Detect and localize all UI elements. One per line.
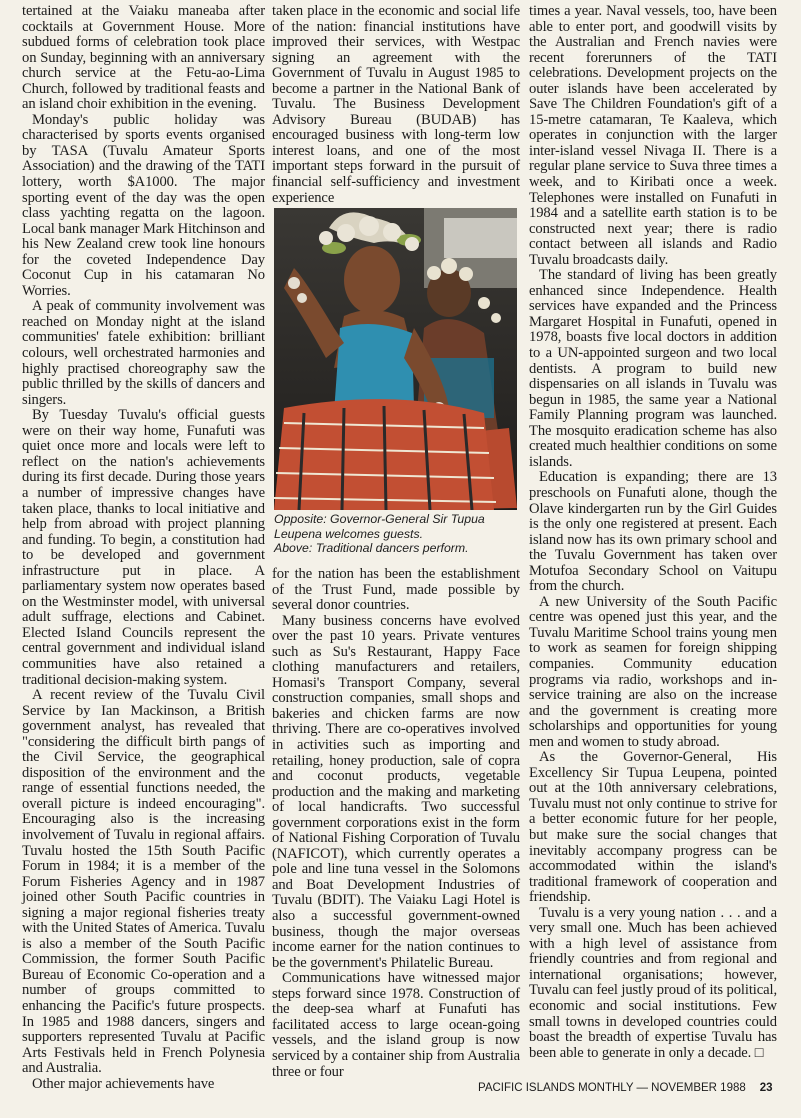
paragraph: The standard of living has been greatly enhanced since Independence. Health services have expanded and the Princess Margaret Hospital in Funafuti, opened in 1978, boasts five local doctors in addition to a UN-appointed surgeon and two local dentists. A program to build new dispensaries on all islands in Tuvalu was begun in 1985, the same year a National Family Planning program was launched. The mosquito eradication scheme has also created much healthier conditions on some islands. [529,267,777,470]
text-column-1 [22,4,265,1092]
paragraph: Many business concerns have evolved over the past 10 years. Private ventures such as Su's Restaurant, Happy Face clothing manufacturers and retailers, Homasi's Transport Company, several construction companies, small shops and bakeries and chicken farms are now thriving. There are co-operatives involved in activities such as importing and retailing, honey production, sale of copra and coconut products, vegetable production and the making and marketing of local handicrafts. Two successful government corporations exist in the form of National Fishing Corporation of Tuvalu (NAFICOT), which currently operates a pole and line tuna vessel in the Solomons and Boat Development Industries of Tuvalu (BDIT). The Vaiaku Lagi Hotel is also a successful government-owned business, though the major overseas income earner for the nation continues to be the government's Philatelic Bureau. [272,612,520,971]
paragraph: A peak of community involvement was reached on Monday night at the island communities' fatele exhibition: brilliant colours, well orchestrated harmonies and highly practised choreography saw the public thrilled by the skills of dancers and singers. [22,298,265,408]
paragraph: times a year. Naval vessels, too, have been able to enter port, and goodwill visits by the Australian and French navies were recent forerunners of the TATI celebrations. Development projects on the outer islands have been accelerated by Save The Children Foundation's gift of a 15-metre catamaran, Te Kaaleva, which operates in conjunction with the larger inter-island vessel Nivaga II. There is a regular plane service to Suva three times a week, and to Kiribati once a week. Telephones were installed on Funafuti in 1984 and a satellite earth station is to be constructed next year; there is radio contact between all islands and Radio Tuvalu broadcasts daily. [529,3,777,268]
paragraph: Tuvalu is a very young nation . . . and a very small one. Much has been achieved with a high level of assistance from friendly countries and from regional and international organisations; however, Tuvalu can feel justly proud of its political, economic and social institutions. Few small towns in developed countries could boast the breadth of expertise Tuvalu has been able to generate in only a decade. □ [529,904,777,1061]
caption-line: Leupena welcomes guests. [274,526,424,541]
paragraph: for the nation has been the establishment of the Trust Fund, made possible by several donor countries. [272,566,520,614]
paragraph: tertained at the Vaiaku maneaba after cocktails at Government House. More subdued forms of celebration took place on Sunday, beginning with an anniversary church service at the Fetu-ao-Lima Church, followed by traditional feasts and an island choir exhibition in the evening. [22,3,265,113]
paragraph: Other major achievements have [32,1075,215,1092]
paragraph: taken place in the economic and social life of the nation: financial institutions have improved their services, with Westpac signing an agreement with the Government of Tuvalu in August 1985 to become a partner in the National Bank of Tuvalu. The Business Development Advisory Bureau (BUDAB) has encouraged business with long-term low interest loans, and one of the most important steps forward in the pursuit of financial self-sufficiency and investment experience [272,3,520,206]
paragraph: A new University of the South Pacific centre was opened just this year, and the Tuvalu Maritime School trains young men to work as seamen for foreign shipping companies. Community education programs via radio, workshops and in-service training are also on the increase and the government is creating more scholarships and opportunities for young men and women to study abroad. [529,593,777,750]
paragraph: Monday's public holiday was characterised by sports events organised by TASA (Tuvalu Amateur Sports Association) and the drawing of the TATI lottery, worth $A1000. The major sporting event of the day was the open class yachting regatta on the lagoon. Local bank manager Mark Hitchinson and his New Zealand crew took line honours for the coveted Independence Day Coconut Cup in his catamaran No Worries. [22,111,265,299]
photo-caption [274,512,520,556]
dancers-photo [274,208,517,510]
page-number: 23 [759,1082,773,1094]
paragraph: By Tuesday Tuvalu's official guests were on their way home, Funafuti was quiet once more and locals were left to reflect on the nation's achievements during its first decade. During those years a number of impressive changes have taken place, thanks to local initiative and help from abroad with project planning and funding. To begin, a constitution had to be developed and government infrastructure put in place. A parliamentary system now operates based on the Westminster model, with universal adult suffrage, elections and Cabinet. Elected Island Councils represent the central government and individual island communities have also retained a traditional decision-making system. [22,407,265,688]
page-footer [478,1082,778,1094]
dancers-image [274,208,517,510]
paragraph: Education is expanding; there are 13 preschools on Funafuti alone, though the Olave kindergarten run by the Girl Guides is the only one registered at present. Each island now has its own primary school and the Tuvalu Government has taken over Motufoa Secondary School on Vaitupu from the church. [529,469,777,595]
text-column-2-top [272,4,520,206]
paragraph: A recent review of the Tuvalu Civil Service by Ian Mackinson, a British government analyst, has revealed that "considering the difficult birth pangs of the Civil Service, the geographical disposition of the environment and the range of essential functions needed, the overall picture is indeed encouraging". Encouraging also is the increasing involvement of Tuvalu in regional affairs. Tuvalu hosted the 15th South Pacific Forum in 1984; it is a member of the Forum Fisheries Agency and in 1987 joined other South Pacific countries in signing a major regional fisheries treaty with the United States of America. Tuvalu is also a member of the South Pacific Commission, the former South Pacific Bureau of Economic Co-operation and a number of groups committed to enhancing the Pacific's future prospects. In 1985 and 1988 dancers, singers and supporters represented Tuvalu at Pacific Arts Festivals held in French Polynesia and Australia. [22,687,265,1077]
caption-line: Opposite: Governor-General Sir Tupua [274,512,485,526]
text-column-3 [529,4,777,1061]
paragraph: Communications have witnessed major steps forward since 1978. Construction of the deep-sea wharf at Funafuti has facilitated access to large ocean-going vessels, and the island group is now serviced by a container ship from Australia three or four [272,970,520,1080]
text-column-2-bottom [272,567,520,1080]
publication-line: PACIFIC ISLANDS MONTHLY — NOVEMBER 1988 [478,1082,746,1094]
caption-line: Above: Traditional dancers perform. [274,541,469,556]
paragraph: As the Governor-General, His Excellency Sir Tupua Leupena, pointed out at the 10th anniversary celebrations, Tuvalu must not only continue to strive for a better economic future for her people, but make sure the social changes that inevitably accompany progress can be accommodated within the island's traditional framework of cooperation and friendship. [529,749,777,906]
